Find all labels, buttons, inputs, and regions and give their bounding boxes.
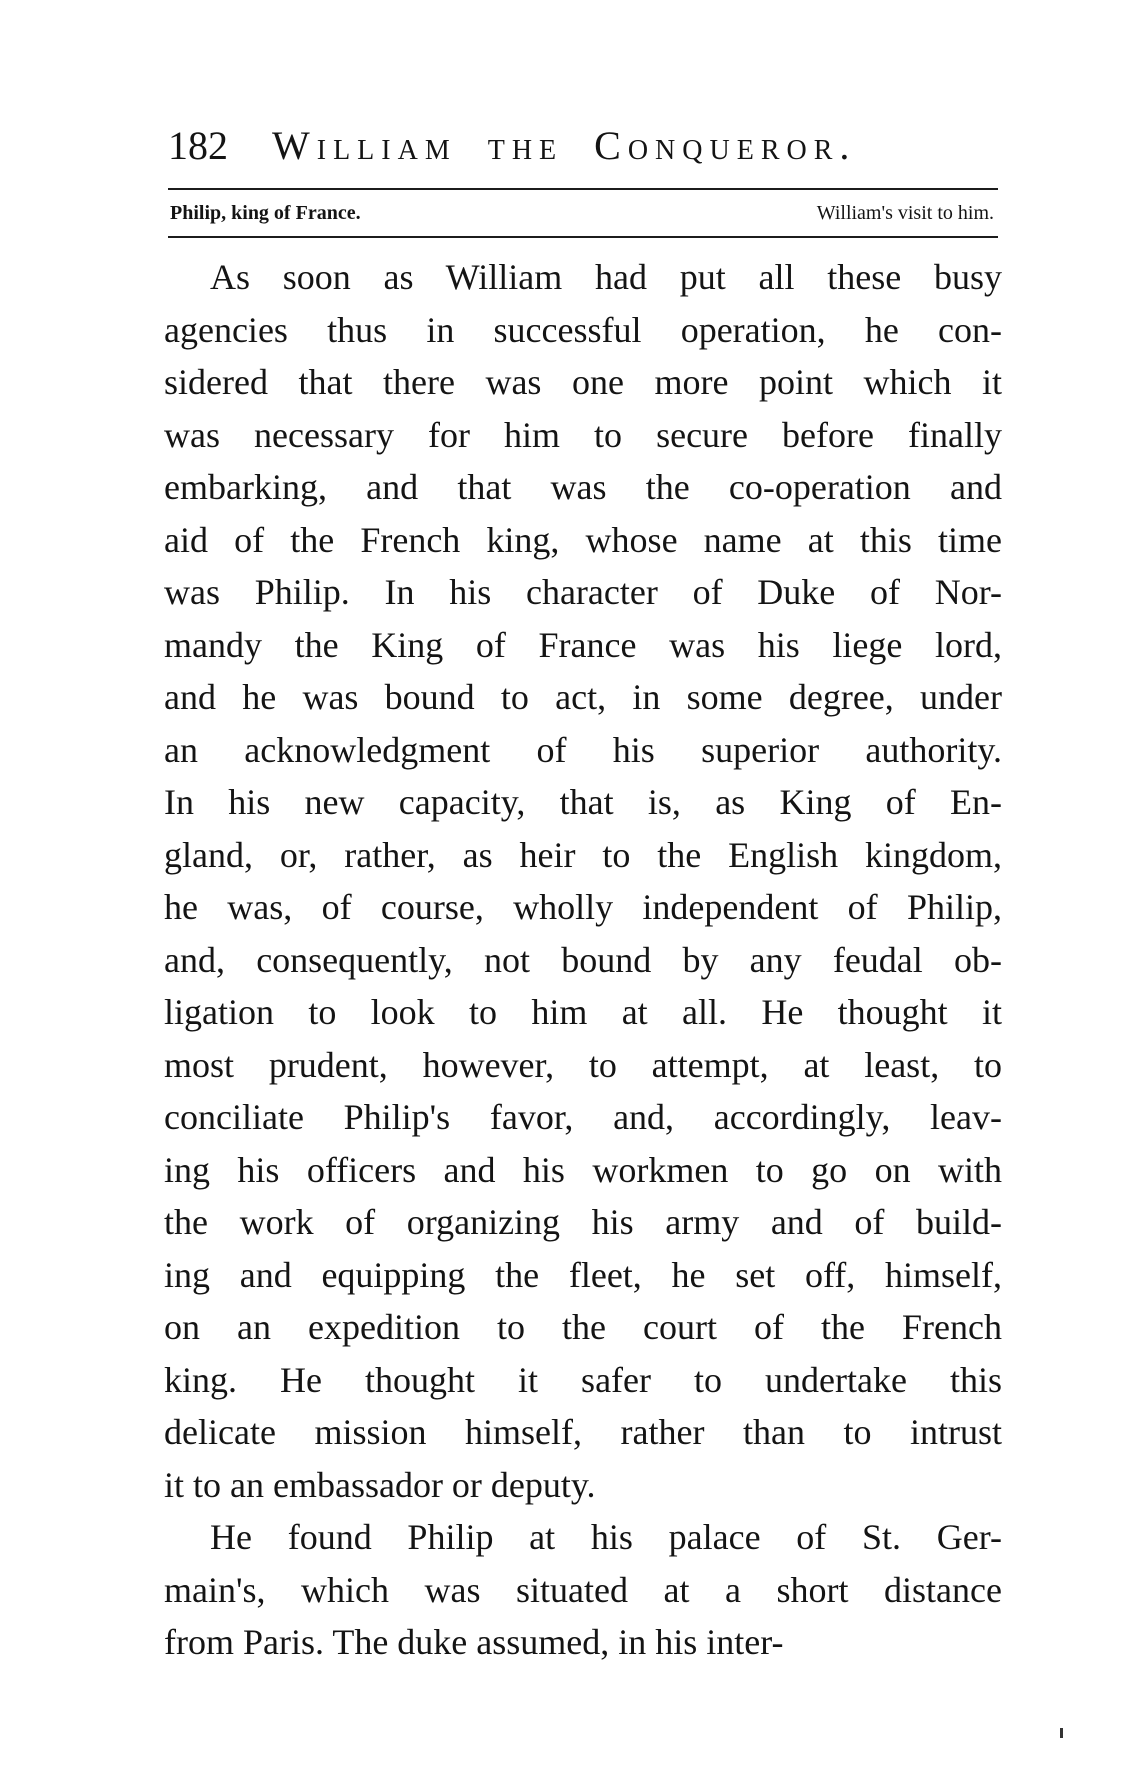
header-rule-top bbox=[168, 188, 998, 190]
sidenote-right: William's visit to him. bbox=[816, 202, 994, 224]
book-title: William the Conqueror. bbox=[272, 123, 857, 168]
sidenote-bar bbox=[168, 194, 998, 232]
header-rule-bottom bbox=[168, 236, 998, 238]
paragraph bbox=[164, 251, 1002, 1511]
text-line: king. He thought it safer to undertake this bbox=[164, 1359, 1002, 1400]
text-line: conciliate Philip's favor, and, accordingly, leav- bbox=[164, 1097, 1002, 1137]
text-line: sidered that there was one more point which it bbox=[164, 362, 1002, 402]
body-text bbox=[164, 251, 1002, 1669]
text-line: on an expedition to the court of the French bbox=[164, 1307, 1002, 1347]
text-line: he was, of course, wholly independent of Philip, bbox=[164, 887, 1002, 927]
text-line: agencies thus in successful operation, he con- bbox=[164, 309, 1002, 350]
text-line: from Paris. The duke assumed, in his inter- bbox=[164, 1622, 784, 1662]
text-line: ing and equipping the fleet, he set off, himself, bbox=[164, 1254, 1002, 1295]
text-line: He found Philip at his palace of St. Ger- bbox=[210, 1517, 1002, 1557]
text-line: the work of organizing his army and of build- bbox=[164, 1202, 1002, 1242]
text-line: delicate mission himself, rather than to intrust bbox=[164, 1412, 1002, 1452]
text-line: and he was bound to act, in some degree, under bbox=[164, 677, 1002, 717]
text-line: an acknowledgment of his superior authority. bbox=[164, 729, 1002, 770]
text-line: embarking, and that was the co-operation and bbox=[164, 467, 1002, 507]
paragraph bbox=[164, 1511, 1002, 1669]
text-line: most prudent, however, to attempt, at least, to bbox=[164, 1044, 1002, 1085]
running-head bbox=[168, 116, 998, 176]
text-line: ing his officers and his workmen to go on with bbox=[164, 1149, 1002, 1190]
text-line: was necessary for him to secure before finally bbox=[164, 414, 1002, 455]
text-line: main's, which was situated at a short distance bbox=[164, 1569, 1002, 1610]
text-line: In his new capacity, that is, as King of En- bbox=[164, 782, 1002, 822]
text-line: was Philip. In his character of Duke of Nor- bbox=[164, 572, 1002, 612]
stray-ink-mark bbox=[1060, 1728, 1063, 1738]
text-line: mandy the King of France was his liege lord, bbox=[164, 624, 1002, 665]
text-line: As soon as William had put all these busy bbox=[210, 257, 1002, 297]
text-line: aid of the French king, whose name at this time bbox=[164, 519, 1002, 560]
page-number: 182 bbox=[168, 123, 228, 168]
text-line: it to an embassador or deputy. bbox=[164, 1464, 596, 1505]
sidenote-left: Philip, king of France. bbox=[170, 202, 361, 224]
text-line: gland, or, rather, as heir to the English kingdom, bbox=[164, 834, 1002, 875]
text-line: and, consequently, not bound by any feudal ob- bbox=[164, 939, 1002, 980]
text-line: ligation to look to him at all. He thought it bbox=[164, 992, 1002, 1032]
